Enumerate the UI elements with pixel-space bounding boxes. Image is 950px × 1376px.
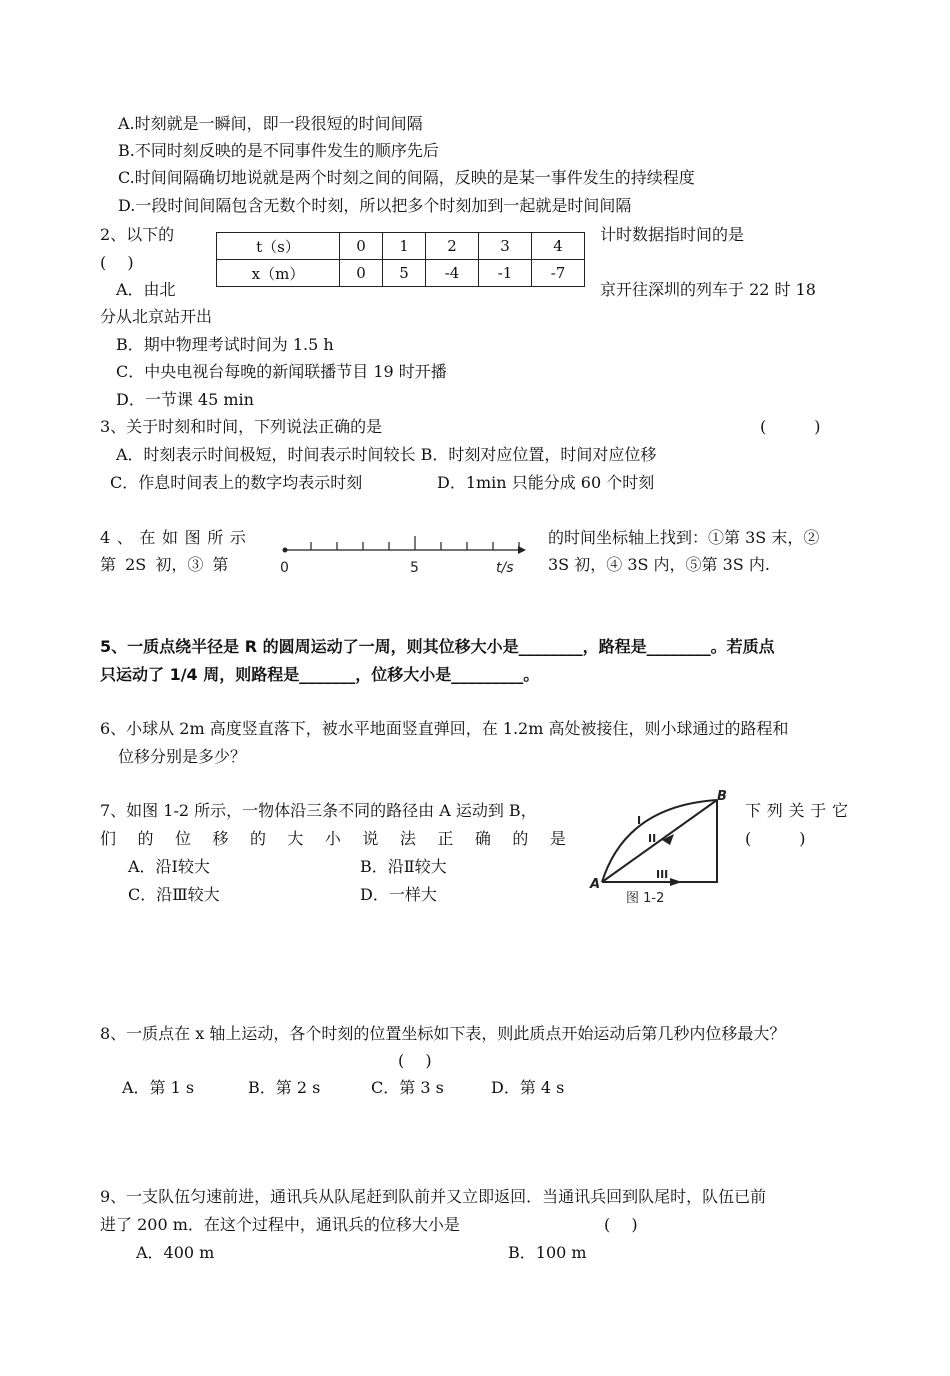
q7-right-line1 bbox=[745, 801, 848, 821]
q6-line1: 6、小球从 2m 高度竖直落下，被水平地面竖直弹回，在 1.2m 高处被接住，则小球通过的路程和 bbox=[100, 719, 789, 738]
table-cell: 0 bbox=[340, 260, 383, 287]
q4-char: 所 bbox=[207, 528, 224, 547]
q7-char: 说 bbox=[362, 829, 379, 848]
figure-caption: 图 1-2 bbox=[626, 891, 665, 906]
q7-char: 下 bbox=[745, 801, 762, 820]
q7-char: 正 bbox=[437, 829, 454, 848]
q5-line1: 5、一质点绕半径是 R 的圆周运动了一周，则其位移大小是________，路程是________。若质点 bbox=[100, 637, 775, 656]
q2-option-b: B．期中物理考试时间为 1.5 h bbox=[116, 335, 334, 354]
q7-char: 它 bbox=[831, 801, 848, 820]
q7-line2 bbox=[100, 829, 566, 849]
q9-line2: 进了 200 m．在这个过程中，通讯兵的位移大小是 bbox=[100, 1215, 460, 1234]
q3-option-c: C．作息时间表上的数字均表示时刻 bbox=[110, 473, 363, 492]
table-cell: 0 bbox=[340, 233, 383, 260]
q4-char: 、 bbox=[116, 528, 133, 547]
axis-origin-dot bbox=[283, 548, 288, 553]
q2-option-a-continued: 分从北京站开出 bbox=[100, 307, 213, 326]
q9-option-b: B．100 m bbox=[508, 1243, 587, 1262]
table-row bbox=[217, 260, 585, 287]
table-header-position: x（m） bbox=[217, 260, 340, 287]
q2-option-a-left: A．由北 bbox=[116, 280, 176, 299]
path-three-label: III bbox=[656, 868, 669, 881]
q7-option-c: C．沿Ⅲ较大 bbox=[128, 885, 220, 904]
q8-option-d: D．第 4 s bbox=[491, 1078, 565, 1097]
q2-stem-left: 2、以下的 bbox=[100, 225, 175, 244]
q2-option-d: D．一节课 45 min bbox=[116, 390, 254, 409]
table-cell: -1 bbox=[479, 260, 532, 287]
q7-option-d: D．一样大 bbox=[360, 885, 437, 904]
time-axis-figure bbox=[270, 528, 530, 578]
q7-char: 的 bbox=[137, 829, 154, 848]
q4-stem-left-line1 bbox=[100, 528, 246, 548]
arrow-icon bbox=[670, 878, 682, 886]
q8-option-c: C．第 3 s bbox=[371, 1078, 444, 1097]
q9-line1: 9、一支队伍匀速前进，通讯兵从队尾赶到队前并又立即返回．当通讯兵回到队尾时，队伍已前 bbox=[100, 1187, 767, 1206]
q4-stem-left-line2: 第 2S 初，③ 第 bbox=[100, 555, 229, 574]
q3-option-d: D．1min 只能分成 60 个时刻 bbox=[437, 473, 655, 492]
q7-option-a: A．沿Ⅰ较大 bbox=[128, 857, 210, 876]
q7-char: 的 bbox=[512, 829, 529, 848]
q3-options-ab: A．时刻表示时间极短，时间表示时间较长 B．时刻对应位置，时间对应位移 bbox=[116, 445, 657, 464]
q9-option-a: A．400 m bbox=[136, 1243, 215, 1262]
q2-option-c: C．中央电视台每晚的新闻联播节目 19 时开播 bbox=[116, 362, 447, 381]
q2-stem-right: 计时数据指时间的是 bbox=[600, 225, 745, 244]
q1-option-a: A.时刻就是一瞬间，即一段很短的时间间隔 bbox=[118, 114, 423, 133]
q1-option-c: C.时间间隔确切地说就是两个时刻之间的间隔，反映的是某一事件发生的持续程度 bbox=[118, 168, 695, 187]
q4-stem-right-line2: 3S 初，④ 3S 内，⑤第 3S 内. bbox=[548, 555, 770, 574]
table-header-time: t（s） bbox=[217, 233, 340, 260]
q4-char: 示 bbox=[229, 528, 246, 547]
axis-label-five: 5 bbox=[410, 560, 419, 576]
q4-char: 图 bbox=[184, 528, 201, 547]
q8-option-b: B．第 2 s bbox=[248, 1078, 321, 1097]
q7-char: 位 bbox=[174, 829, 191, 848]
table-cell: -4 bbox=[426, 260, 479, 287]
path-two-label: II bbox=[648, 832, 657, 845]
q1-option-b: B.不同时刻反映的是不同事件发生的顺序先后 bbox=[118, 141, 439, 160]
q8-stem: 8、一质点在 x 轴上运动，各个时刻的位置坐标如下表，则此质点开始运动后第几秒内位移最大？ bbox=[100, 1024, 786, 1043]
axis-unit-label: t/s bbox=[496, 560, 514, 576]
point-b-label: B bbox=[717, 789, 727, 804]
q9-answer-paren: ( ) bbox=[604, 1215, 638, 1234]
q5-line2: 只运动了 1/4 周，则路程是_______，位移大小是_________。 bbox=[100, 665, 540, 684]
q7-line1: 7、如图 1-2 所示，一物体沿三条不同的路径由 A 运动到 B， bbox=[100, 801, 537, 820]
q7-char: 小 bbox=[324, 829, 341, 848]
axis-label-zero: 0 bbox=[280, 560, 289, 576]
q7-char: 的 bbox=[249, 829, 266, 848]
q3-stem: 3、关于时刻和时间，下列说法正确的是 bbox=[100, 417, 383, 436]
q7-char: 法 bbox=[399, 829, 416, 848]
q2-option-a-right: 京开往深圳的列车于 22 时 18 bbox=[600, 280, 816, 299]
q7-char: 移 bbox=[212, 829, 229, 848]
position-time-table bbox=[216, 232, 585, 287]
q7-char: 关 bbox=[788, 801, 805, 820]
q3-answer-paren: ( ) bbox=[760, 417, 821, 436]
q7-char: 是 bbox=[549, 829, 566, 848]
point-a-label: A bbox=[590, 877, 601, 892]
q4-char: 在 bbox=[139, 528, 156, 547]
axis-ticks bbox=[311, 536, 519, 550]
table-cell: -7 bbox=[532, 260, 585, 287]
q7-char: 确 bbox=[474, 829, 491, 848]
table-cell: 3 bbox=[479, 233, 532, 260]
path-one-label: I bbox=[637, 814, 642, 827]
path-figure-1-2 bbox=[586, 786, 736, 912]
q2-answer-paren: ( ) bbox=[100, 253, 134, 272]
q8-answer-paren: ( ) bbox=[398, 1051, 432, 1070]
q7-char: 大 bbox=[287, 829, 304, 848]
q7-char: 们 bbox=[100, 829, 117, 848]
q7-char: 于 bbox=[810, 801, 827, 820]
table-cell: 1 bbox=[383, 233, 426, 260]
q1-option-d: D.一段时间间隔包含无数个时刻，所以把多个时刻加到一起就是时间间隔 bbox=[118, 196, 632, 215]
q6-line2: 位移分别是多少？ bbox=[118, 747, 247, 766]
table-cell: 2 bbox=[426, 233, 479, 260]
q4-char: 如 bbox=[162, 528, 179, 547]
q7-option-b: B．沿Ⅱ较大 bbox=[360, 857, 447, 876]
q4-char: 4 bbox=[100, 528, 111, 547]
q4-stem-right-line1: 的时间坐标轴上找到：①第 3S 末，② bbox=[548, 528, 820, 547]
q8-option-a: A．第 1 s bbox=[122, 1078, 195, 1097]
q7-char: 列 bbox=[766, 801, 783, 820]
table-row bbox=[217, 233, 585, 260]
table-cell: 4 bbox=[532, 233, 585, 260]
table-cell: 5 bbox=[383, 260, 426, 287]
q7-answer-paren: ( ) bbox=[745, 829, 806, 848]
